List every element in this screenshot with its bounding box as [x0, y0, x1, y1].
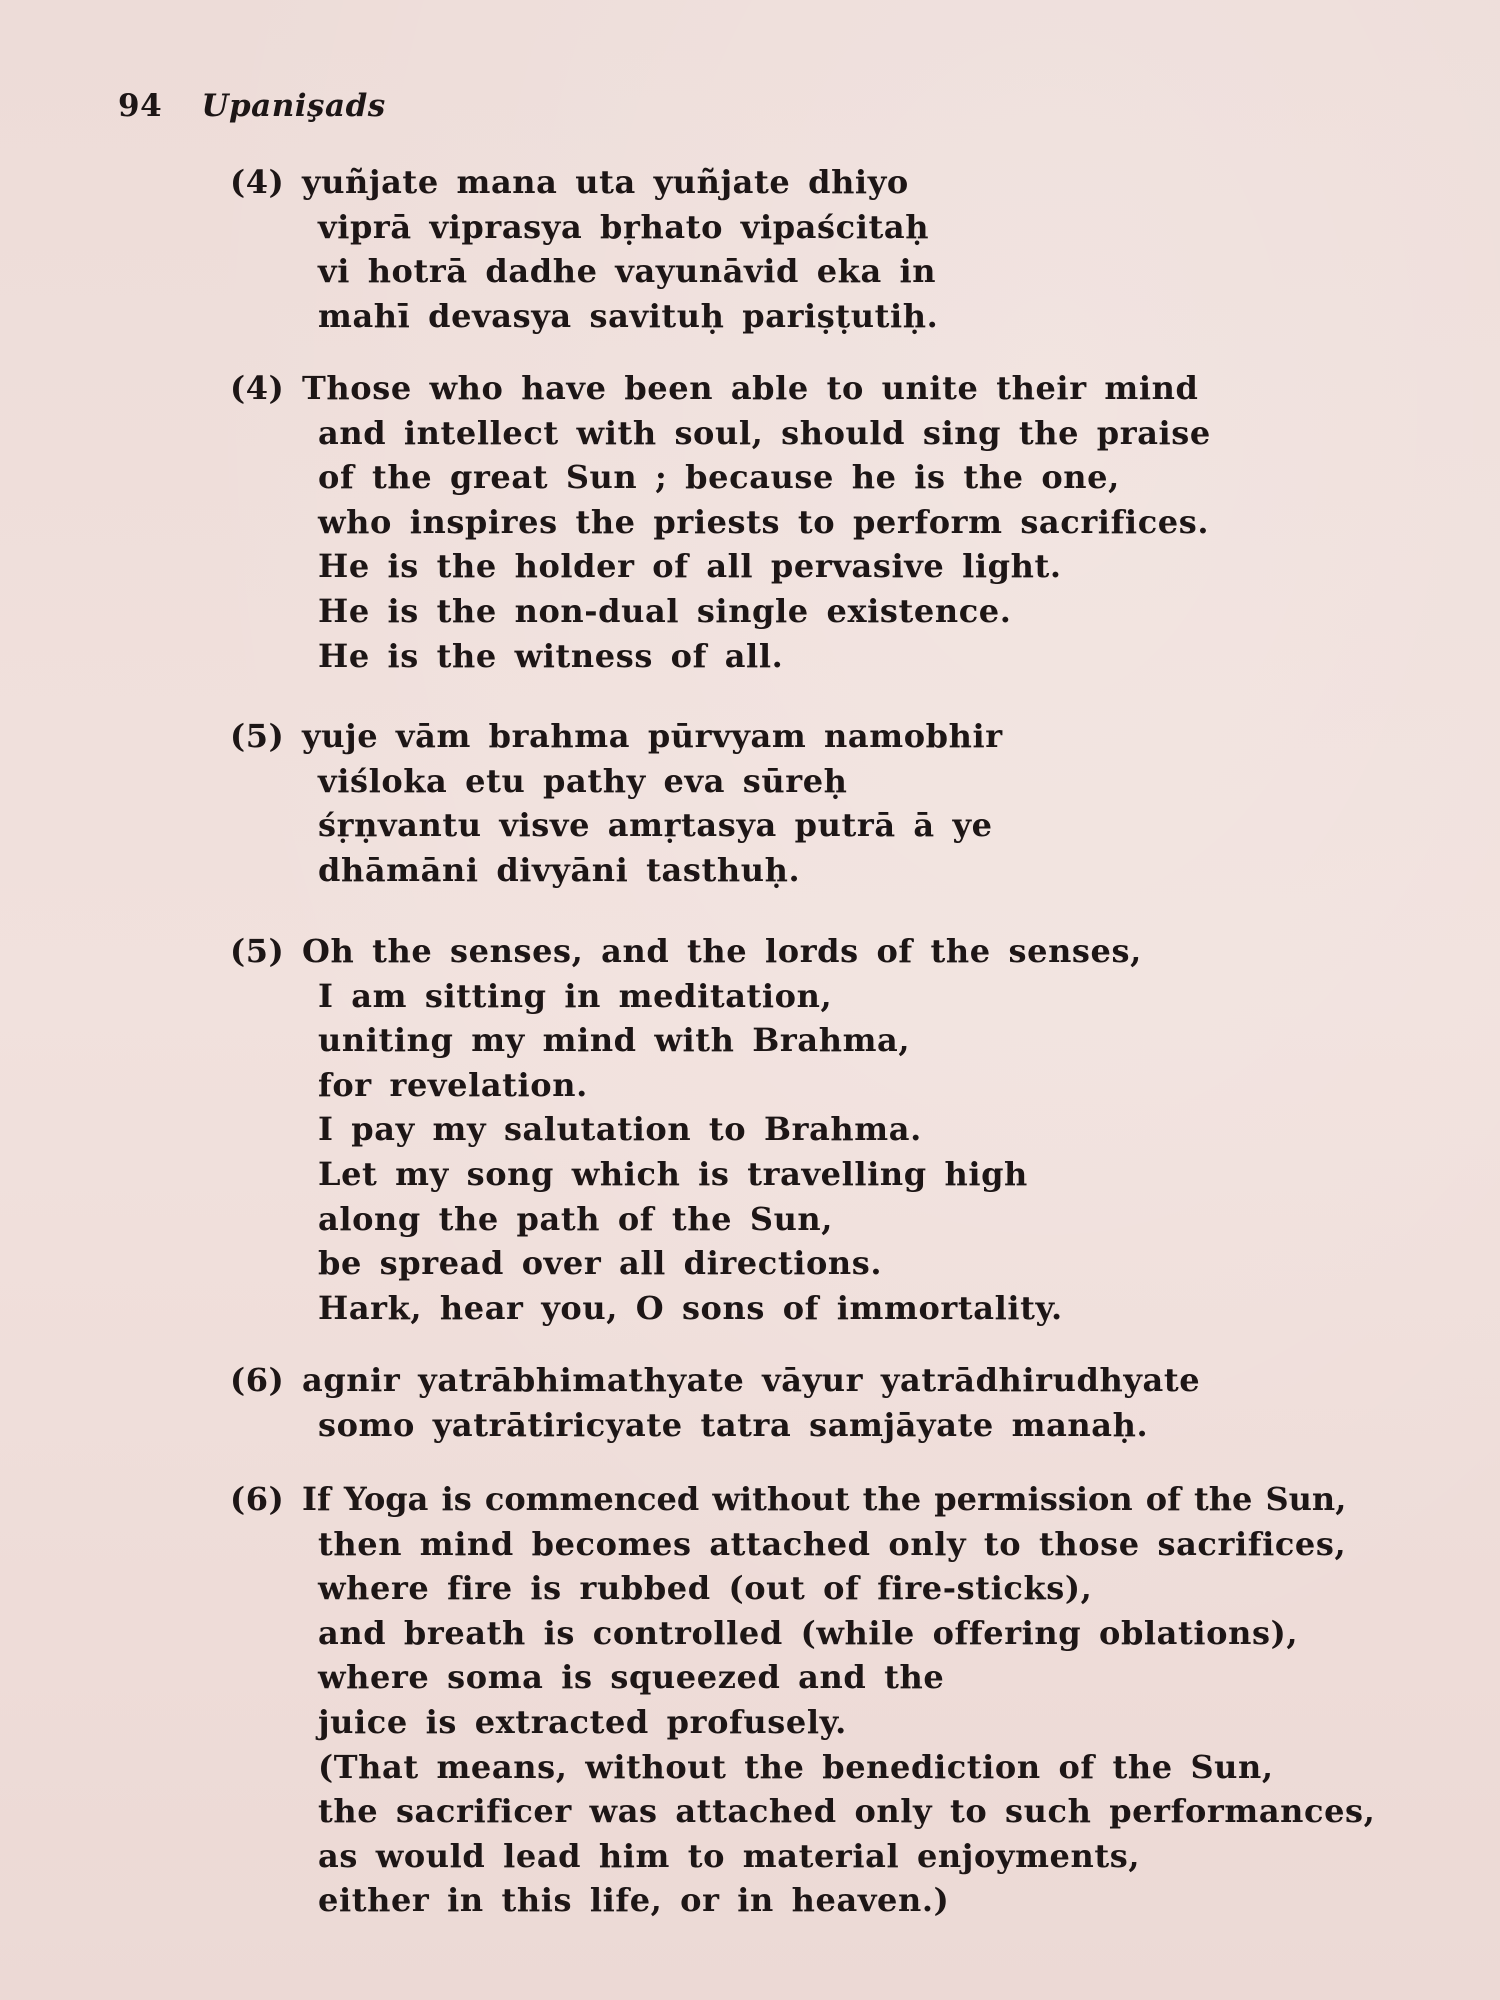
verse-line-text: then mind becomes attached only to those sacrifices, — [318, 1524, 1347, 1563]
verse-line — [230, 1018, 1142, 1063]
verse-number: (6) — [230, 1361, 285, 1399]
verse-line — [230, 205, 938, 250]
verse-line — [230, 366, 1211, 411]
verse-line-text: where soma is squeezed and the — [318, 1658, 945, 1697]
verse-line-text: for revelation. — [318, 1065, 588, 1104]
verse-line-text: either in this life, or in heaven.) — [318, 1881, 950, 1920]
verse-line — [230, 411, 1211, 456]
verse-line — [230, 455, 1211, 500]
verse-line — [230, 759, 1003, 804]
verse-5-sanskrit — [230, 714, 1003, 892]
verse-line-text: and intellect with soul, should sing the praise — [318, 413, 1211, 452]
verse-line-text: yuje vām brahma pūrvyam namobhir — [302, 717, 1003, 755]
verse-line — [230, 1477, 1375, 1522]
verse-line-text: where fire is rubbed (out of fire-sticks), — [318, 1569, 1093, 1608]
verse-5-translation — [230, 929, 1142, 1330]
verse-line — [230, 1700, 1375, 1745]
verse-line-text: who inspires the priests to perform sacrifices. — [318, 502, 1210, 541]
verse-line — [230, 1152, 1142, 1197]
verse-line-text: mahī devasya savituḥ pariṣṭutiḥ. — [318, 296, 939, 335]
verse-line — [230, 974, 1142, 1019]
verse-line — [230, 1286, 1142, 1331]
verse-line-text: I am sitting in meditation, — [318, 976, 833, 1015]
verse-line — [230, 500, 1211, 545]
verse-line-text: juice is extracted profusely. — [318, 1702, 847, 1741]
verse-line-text: He is the holder of all pervasive light. — [318, 547, 1062, 586]
verse-line-text: of the great Sun ; because he is the one, — [318, 458, 1120, 497]
verse-line — [230, 544, 1211, 589]
verse-line-text: He is the non-dual single existence. — [318, 591, 1012, 630]
verse-line-text: If Yoga is commenced without the permission of the Sun, — [302, 1480, 1347, 1518]
verse-line-text: I pay my salutation to Brahma. — [318, 1110, 922, 1149]
verse-line — [230, 1611, 1375, 1656]
verse-line-text: as would lead him to material enjoyments, — [318, 1836, 1141, 1875]
verse-line-text: uniting my mind with Brahma, — [318, 1021, 911, 1060]
verse-line — [230, 714, 1003, 759]
verse-line — [230, 1789, 1375, 1834]
verse-line-text: He is the witness of all. — [318, 636, 784, 675]
verse-line — [230, 1403, 1200, 1448]
verse-line — [230, 1745, 1375, 1790]
verse-line — [230, 1197, 1142, 1242]
running-title: Upanişads — [201, 88, 386, 124]
verse-line-text: viprā viprasya bṛhato vipaścitaḥ — [318, 207, 930, 246]
verse-line — [230, 634, 1211, 679]
verse-line — [230, 1834, 1375, 1879]
verse-line — [230, 160, 938, 205]
verse-6-sanskrit — [230, 1358, 1200, 1447]
verse-line — [230, 1241, 1142, 1286]
verse-line-text: (That means, without the benediction of the Sun, — [318, 1747, 1274, 1786]
verse-line — [230, 294, 938, 339]
verse-line-text: vi hotrā dadhe vayunāvid eka in — [318, 252, 937, 291]
verse-number: (5) — [230, 932, 285, 970]
verse-line — [230, 803, 1003, 848]
verse-line-text: Let my song which is travelling high — [318, 1154, 1028, 1193]
verse-line-text: be spread over all directions. — [318, 1244, 883, 1283]
verse-line-text: along the path of the Sun, — [318, 1199, 834, 1238]
verse-line — [230, 1358, 1200, 1403]
verse-line-text: yuñjate mana uta yuñjate dhiyo — [302, 163, 909, 201]
verse-line-text: somo yatrātiricyate tatra samjāyate manaḥ. — [318, 1405, 1149, 1444]
verse-line-text: śṛṇvantu visve amṛtasya putrā ā ye — [318, 806, 993, 845]
verse-line — [230, 1655, 1375, 1700]
verse-line-text: and breath is controlled (while offering oblations), — [318, 1613, 1299, 1652]
verse-4-sanskrit — [230, 160, 938, 338]
verse-line — [230, 929, 1142, 974]
verse-line — [230, 848, 1003, 893]
verse-6-translation — [230, 1477, 1375, 1923]
verse-number: (5) — [230, 717, 285, 755]
verse-line-text: Those who have been able to unite their mind — [302, 369, 1199, 407]
verse-line — [230, 1522, 1375, 1567]
page-header — [118, 88, 386, 124]
verse-line-text: viśloka etu pathy eva sūreḥ — [318, 761, 848, 800]
verse-number: (4) — [230, 163, 285, 201]
verse-line-text: Oh the senses, and the lords of the senses, — [302, 932, 1142, 970]
verse-line — [230, 1566, 1375, 1611]
verse-line-text: agnir yatrābhimathyate vāyur yatrādhirudhyate — [302, 1361, 1201, 1399]
verse-line-text: Hark, hear you, O sons of immortality. — [318, 1288, 1063, 1327]
verse-line — [230, 1878, 1375, 1923]
verse-line-text: the sacrificer was attached only to such performances, — [318, 1792, 1376, 1831]
verse-line — [230, 1063, 1142, 1108]
verse-4-translation — [230, 366, 1211, 678]
verse-line — [230, 1107, 1142, 1152]
verse-number: (4) — [230, 369, 285, 407]
page-number: 94 — [118, 88, 163, 124]
verse-number: (6) — [230, 1480, 285, 1518]
verse-line-text: dhāmāni divyāni tasthuḥ. — [318, 850, 801, 889]
verse-line — [230, 589, 1211, 634]
verse-line — [230, 249, 938, 294]
